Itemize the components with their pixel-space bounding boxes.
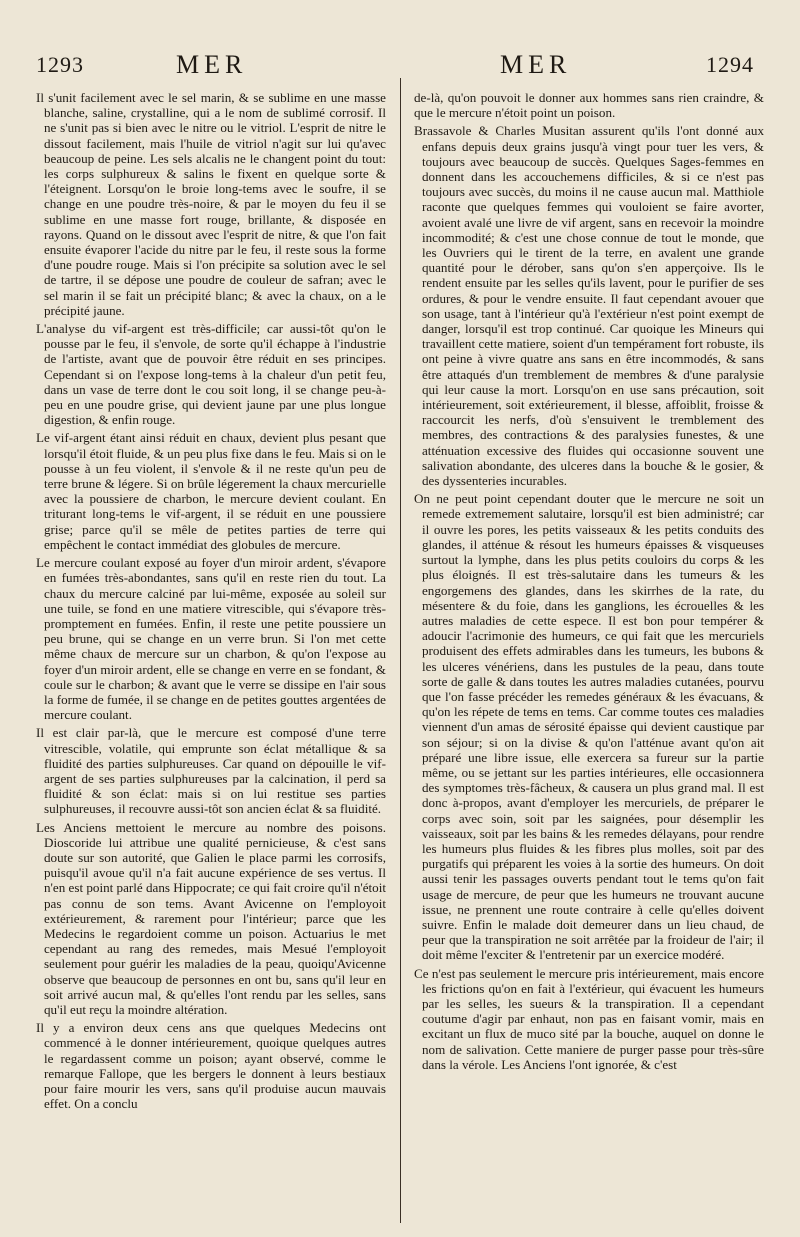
paragraph: Il s'unit facilement avec le sel marin, & se sublime en une masse blanche, saline, crystalline, qui a le nom de sublimé corrosif. Il ne s'unit pas si bien avec le nitre ou le vitriol. L'esprit de nitre le dissout facilement, mais l'huile de vitriol n'agit sur lui qu'avec beaucoup de peine. Les sels alcalis ne le changent point du tout: les corps sulphureux & salins le fixent en quelque sorte & l'éteignent. Lorsqu'on le broie long-tems avec le soufre, il se change en une poudre très-noire, & par le moyen du feu il se sublime en une masse fort rouge, brillante, & disposée en rayons. Quand on le dissout avec l'esprit de nitre, & que l'on fait ensuite évaporer l'acide du nitre par le feu, il reste sous la forme d'une poudre rouge. Mais si l'on précipite sa solution avec le sel de tartre, il se dépose une poudre de couleur de safran; avec le sel marin il se fait un précipité blanc; & avec la chaux, on a le précipité jaune.: [36, 90, 386, 318]
right-page-number: 1294: [706, 52, 754, 77]
paragraph: L'analyse du vif-argent est très-difficile; car aussi-tôt qu'on le pousse par le feu, il s'envole, de sorte qu'il échappe à l'industrie de l'artiste, avant que de pouvoir être réduit en ses principes. Cependant si on l'expose long-tems à la chaleur d'un petit feu, dans un vase de terre dont le cou soit long, il se change peu-à-peu en une poudre grise, qui devient jaune par une plus longue digestion, & enfin rouge.: [36, 321, 386, 428]
right-column: [414, 90, 764, 1230]
paragraph: Ce n'est pas seulement le mercure pris intérieurement, mais encore les frictions qu'on en fait à l'extérieur, qui évacuent les humeurs par les selles, les sueurs & la transpiration. Il a cependant coutume d'agir par enhaut, non pas en faisant vomir, mais en excitant un flux de muco sité par la bouche, auquel on donne le nom de salivation. Cette maniere de purger passe pour très-sûre dans la vérole. Les Anciens l'ont ignorée, & c'est: [414, 965, 764, 1072]
paragraph: Il est clair par-là, que le mercure est composé d'une terre vitrescible, volatile, qui emprunte son éclat métallique & sa fluidité des parties sulphureuses. Car quand on dépouille le vif-argent de ses parties sulphureuses par la calcination, il perd sa fluidité & son éclat: mais si on lui restitue ses parties sulphureuses, il recouvre aussi-tôt son ancien éclat & sa fluidité.: [36, 725, 386, 817]
right-running-head: MER: [500, 50, 572, 79]
paragraph: Il y a environ deux cens ans que quelques Medecins ont commencé à le donner intérieurement, quoique quelques autres le regardassent comme un poison; ayant observé, comme le remarque Fallope, que les bergers le donnent à leurs bestiaux pour faire mourir les vers, sans qu'il produise aucun mauvais effet. On a conclu: [36, 1020, 386, 1112]
paragraph: de-là, qu'on pouvoit le donner aux hommes sans rien craindre, & que le mercure n'étoit point un poison.: [414, 90, 764, 121]
column-divider: [400, 78, 401, 1223]
paragraph: On ne peut point cependant douter que le mercure ne soit un remede extremement salutaire, lorsqu'il est bien administré; car il ouvre les pores, les petits vaisseaux & les petits conduits des glandes, il atténue & résout les humeurs épaisses & visqueuses surtout la lymphe, dans les plus petits couloirs du corps & les plus éloignés. Il est très-salutaire dans les tumeurs & les engorgemens des glandes, dans les skirrhes de la rate, du mésentere & du foie, dans les ganglions, les écrouelles & les autres maladies de cette espece. Il est bon pour tempérer & adoucir l'acrimonie des humeurs, ce qui fait que les mercuriels produisent des effets admirables dans les tumeurs, les bubons & les ulceres vénériens, dans les pustules de la peau, dans toute sorte de galle & dans toutes les autres maladies cutanées, pourvu que l'on fasse précéder les remedes généraux & les évacuans, & qu'on les répete de tems en tems. Car comme toutes ces maladies viennent d'un amas de sérosité épaisse qui devient caustique par son séjour; si on la divise & qu'on l'atténue avant qu'on ait préparé une libre issue, elle exercera sa fureur sur la partie même, ou se jettant sur les parties intérieures, elle occasionnera des symptomes très-fâcheux, & causera un plus grand mal. Il est donc à-propos, avant d'employer les mercuriels, de préparer le corps avec soin, soit par les saignées, pour désemplir les vaisseaux, soit par les bains & les remedes délayans, pour rendre les humeurs plus fluides & les fibres plus molles, soit par des purgatifs qui préparent les voies à la sortie des humeurs. On doit aussi tenir les passages ouverts pendant tout le tems qu'on fait usage de mercure, de peur que les humeurs ne trouvant aucune issue, ne prennent une route contraire à celle qu'elles doivent suivre. Enfin le malade doit demeurer dans un lieu chaud, de peur que la transpiration ne soit arrêtée par la froideur de l'air; il doit même l'exciter & l'entretenir par un exercice modéré.: [414, 491, 764, 963]
left-running-head: MER: [176, 50, 248, 79]
left-column: [36, 90, 386, 1230]
paragraph: Brassavole & Charles Musitan assurent qu'ils l'ont donné aux enfans depuis deux grains jusqu'à vingt pour tuer les vers, & toujours avec beaucoup de succès. Quelques Sages-femmes en donnent dans les accouchemens difficiles, & si ce n'est pas toujours avec succès, du moins il ne cause aucun mal. Matthiole raconte que quelques femmes qui vouloient se faire avorter, avoient avalé une livre de vif argent, sans en recevoir la moindre incommodité; & c'est une chose connue de tout le monde, que les Ouvriers qui le tirent de la terre, en avalent une grande quantité pour le dérober, sans qu'on s'en apperçoive. Ils le rendent ensuite par les selles qu'ils lavent, pour le purifier de ses ordures, & pour le vendre ensuite. Il faut cependant avouer que son usage, tant à l'intérieur qu'à l'extérieur n'est point exempt de danger, lorsqu'il est trop continué. Car quoique les Mineurs qui travaillent cette matiere, soient d'un tempérament fort robuste, ils ont peine à vivre quatre ans sans en être incommodés, & sans être attaqués d'un tremblement de membres & d'une paralysie qui leur cause la mort. Lorsqu'on en use sans précaution, soit intérieurement, soit extérieurement, il blesse, affoiblit, froisse & raccourcit les nerfs, d'où s'ensuivent le tremblement des membres, des contractions & des paralysies funestes, & une atténuation excessive des fluides qui occasionne souvent une salivation abondante, des ulceres dans la bouche & le gosier, & des dyssenteries incurables.: [414, 123, 764, 489]
left-page-number: 1293: [36, 52, 84, 77]
paragraph: Le vif-argent étant ainsi réduit en chaux, devient plus pesant que lorsqu'il étoit fluide, & un peu plus fixe dans le feu. Mais si on le pousse à un feu violent, il s'envole & il ne reste qu'un peu de terre brune & légere. Si on brûle légerement la chaux mercurielle avec la poussiere de charbon, le mercure devient coulant. En triturant long-tems le vif-argent, il se réduit en une poussiere grise; parce qu'il se mêle de petites parties de terre qui empêchent le contact immédiat des globules de mercure.: [36, 430, 386, 552]
paragraph: Les Anciens mettoient le mercure au nombre des poisons. Dioscoride lui attribue une qualité pernicieuse, & c'est sans doute sur son autorité, que Galien le place parmi les corrosifs, puisqu'il avoue qu'il n'a fait aucune expérience de ses vertus. Il n'en est point parlé dans Hippocrate; ce qui fait croire qu'il n'étoit pas connu de son tems. Avant Avicenne on l'employoit extérieurement, & rarement pour l'intérieur; parce que les Medecins le regardoient comme un poison. Actuarius le met cependant au rang des remedes, mais Mesué l'employoit seulement pour guérir les maladies de la peau, quoiqu'Avicenne observe que beaucoup de personnes en ont bu, sans qu'il leur en soit arrivé aucun mal, & qu'elles l'ont rendu par les selles, sans qu'il eut reçu la moindre altération.: [36, 819, 386, 1017]
paragraph: Le mercure coulant exposé au foyer d'un miroir ardent, s'évapore en fumées très-abondantes, sans qu'il en reste rien du tout. La chaux du mercure calciné par lui-même, exposée au soleil sur une tuile, se fond en une matiere vitrescible, qui s'évapore très-promptement en fumées. Enfin, il reste une petite poussiere un peu brune, qui se change en un verre brun. Si l'on met cette même chaux de mercure sur un charbon, & qu'on l'expose au foyer d'un miroir ardent, elle se change en verre en se fondant, & coule sur le charbon; & avant que le verre se dissipe en l'air sous la forme de fumée, il se change en de petites gouttes argentées de mercure coulant.: [36, 555, 386, 723]
